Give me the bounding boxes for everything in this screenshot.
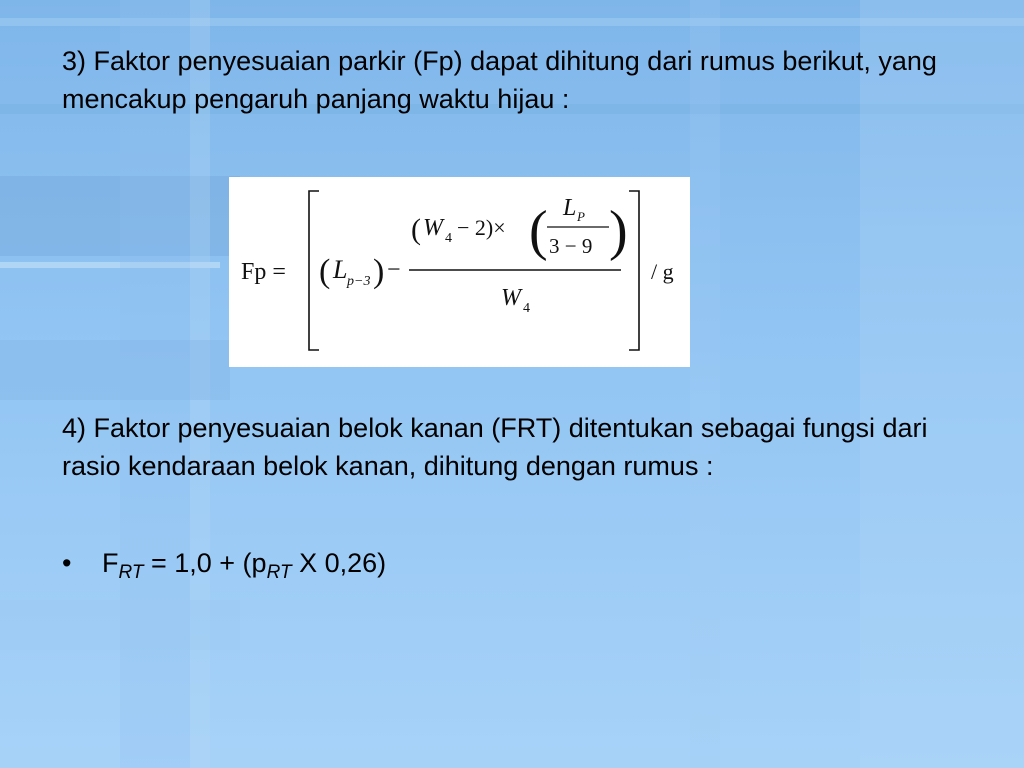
formula-paren-close-3: ) xyxy=(609,200,628,262)
formula-minus: − xyxy=(387,257,401,283)
formula-lhs: Fp = xyxy=(241,259,286,285)
formula-term1-sub: p−3 xyxy=(347,274,371,289)
formula-frac-den: 3 − 9 xyxy=(549,234,593,258)
formula-num-w: W xyxy=(423,215,443,241)
formula-num-w-sub: 4 xyxy=(445,231,452,246)
parking-factor-formula-image xyxy=(229,177,690,367)
formula-right-bracket xyxy=(629,191,639,350)
formula-term1: L xyxy=(333,255,348,284)
formula-frac-num: L xyxy=(563,195,577,221)
frt-p-sub: RT xyxy=(266,562,292,583)
paragraph-parking-factor: 3) Faktor penyesuaian parkir (Fp) dapat dihitung dari rumus berikut, yang mencakup pengaruh panjang waktu hijau : xyxy=(62,46,937,114)
bullet-frt-formula xyxy=(62,544,386,592)
frt-mid: = 1,0 + (p xyxy=(143,548,267,578)
formula-left-bracket xyxy=(309,191,319,350)
formula-paren-open-1: ( xyxy=(319,253,331,290)
formula-div-g: / g xyxy=(651,259,674,284)
formula-paren-open-2: ( xyxy=(411,213,421,246)
bullet-formula-text xyxy=(102,544,386,592)
frt-f-sub: RT xyxy=(118,562,144,583)
frt-end: X 0,26) xyxy=(291,548,387,578)
paragraph-right-turn-factor: 4) Faktor penyesuaian belok kanan (FRT) ditentukan sebagai fungsi dari rasio kendaraan belok kanan, dihitung dengan rumus : xyxy=(62,413,928,481)
bullet-marker: • xyxy=(62,548,72,578)
frt-f: F xyxy=(102,548,119,578)
formula-frac-num-sub: P xyxy=(577,209,585,224)
formula-paren-close-1: ) xyxy=(373,253,385,290)
formula-den-w: W xyxy=(501,285,521,311)
formula-num-minus2: − 2)× xyxy=(457,215,506,240)
formula-paren-open-3: ( xyxy=(529,200,548,262)
formula-den-w-sub: 4 xyxy=(523,301,530,316)
